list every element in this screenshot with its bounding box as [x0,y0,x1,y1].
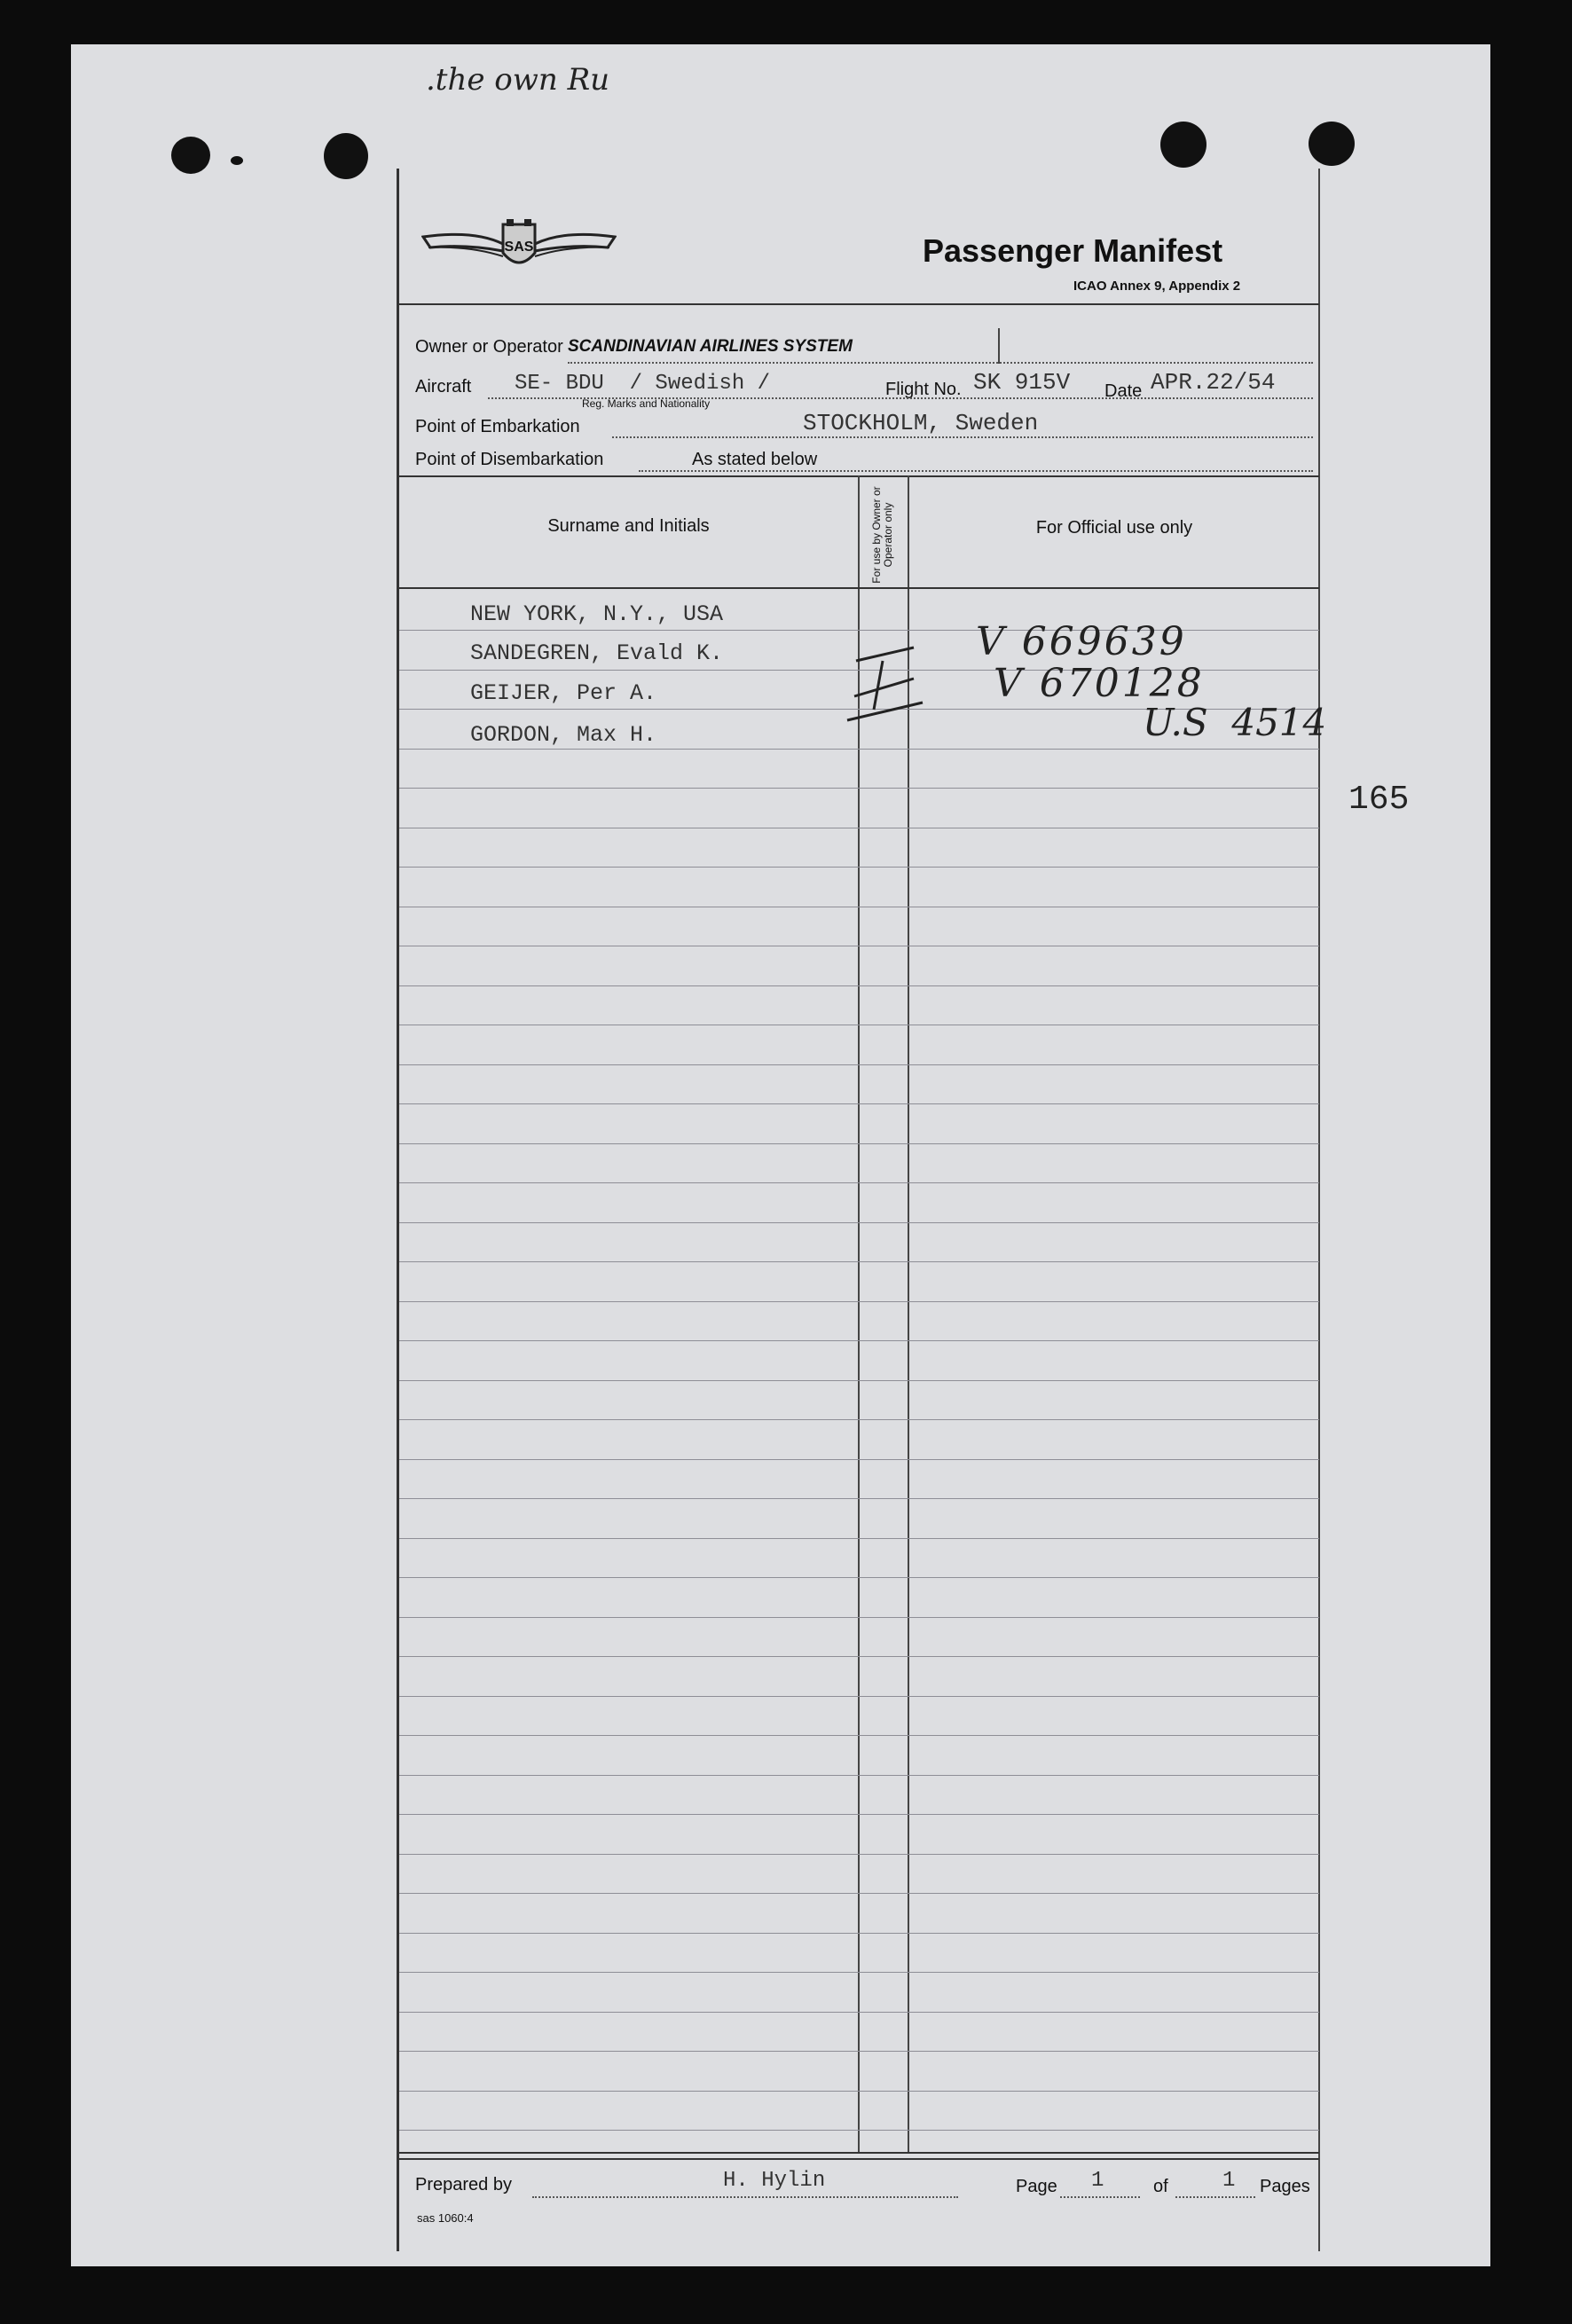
form-subtitle: ICAO Annex 9, Appendix 2 [1073,279,1241,294]
punch-hole-left [171,137,210,174]
prepared-by-value: H. Hylin [723,2169,826,2193]
of-label: of [1153,2177,1168,2196]
flight-value: SK 915V [973,369,1071,396]
disembarkation-value: As stated below [692,450,818,469]
ruled-line [399,1182,1319,1183]
ruled-line [399,867,1319,868]
ruled-line [399,2130,1319,2131]
punch-hole-left-small [231,156,243,165]
ruled-line [399,1775,1319,1776]
owner-tick [998,328,1000,364]
ruled-line [399,1419,1319,1420]
ruled-line [399,1972,1319,1973]
ruled-line [399,1340,1319,1341]
date-label: Date [1104,381,1143,401]
embarkation-value: STOCKHOLM, Sweden [803,410,1039,436]
sas-logo-icon [421,217,617,279]
ruled-line [399,1498,1319,1499]
ruled-line [399,1261,1319,1262]
page-value: 1 [1091,2169,1104,2193]
svg-text:SAS: SAS [504,239,534,255]
ruled-line [399,1656,1319,1657]
passenger-row-2-official: V 670128 [994,661,1205,706]
page-label: Page [1016,2177,1057,2196]
passenger-row-2-name: GEIJER, Per A. [470,680,657,706]
passenger-row-3-name: GORDON, Max H. [470,722,657,748]
form-title: Passenger Manifest [923,232,1223,269]
manifest-form [397,169,1327,2251]
ruled-line [399,1222,1319,1223]
ruled-line [399,2012,1319,2013]
reg-note: Reg. Marks and Nationality [582,397,711,410]
aircraft-label: Aircraft [415,377,472,396]
embarkation-label: Point of Embarkation [415,417,580,436]
pages-label: Pages [1260,2177,1310,2196]
ruled-line [399,1103,1319,1104]
ruled-line [399,1933,1319,1934]
ruled-line [399,1696,1319,1697]
ruled-line [399,788,1319,789]
passenger-row-1-name: SANDEGREN, Evald K. [470,640,724,666]
manifest-sheet [71,44,1490,2266]
ruled-line [399,2091,1319,2092]
col-owner-use-header: For use by Owner or Operator only [870,486,894,584]
ruled-line [399,1893,1319,1894]
punch-hole-2 [1160,122,1207,168]
col-official-header: For Official use only [1035,518,1193,538]
passenger-row-1-official: V 669639 [976,619,1187,664]
side-page-number: 165 [1348,781,1410,819]
passenger-row-3-official: U.S 4514 [1143,701,1327,744]
ruled-line [399,1814,1319,1815]
prepared-by-label: Prepared by [415,2175,512,2194]
ruled-line [399,1143,1319,1144]
form-code: sas 1060:4 [417,2211,474,2225]
ruled-line [399,1380,1319,1381]
ruled-line [399,1854,1319,1855]
ruled-line [399,2051,1319,2052]
check-mark-icon [838,639,927,727]
ruled-line [399,1459,1319,1460]
ruled-line [399,1617,1319,1618]
owner-label: Owner or Operator [415,337,563,357]
ruled-line [399,1735,1319,1736]
ruled-line [399,1538,1319,1539]
ruled-line [399,1064,1319,1065]
flight-label: Flight No. [885,380,962,399]
col-surname-header: Surname and Initials [547,516,710,536]
of-value: 1 [1222,2169,1236,2193]
disembarkation-label: Point of Disembarkation [415,450,604,469]
date-value: APR.22/54 [1151,369,1276,396]
ruled-line [399,749,1319,750]
top-handwriting: .the own Ru [426,62,610,98]
passenger-row-0-name: NEW YORK, N.Y., USA [470,601,724,627]
punch-hole-3 [1309,122,1355,166]
ruled-line [399,1301,1319,1302]
aircraft-value: SE- BDU / Swedish / [515,372,771,396]
owner-value: SCANDINAVIAN AIRLINES SYSTEM [568,337,853,356]
ruled-line [399,1577,1319,1578]
ruled-line [399,985,1319,986]
punch-hole-1 [324,133,368,179]
